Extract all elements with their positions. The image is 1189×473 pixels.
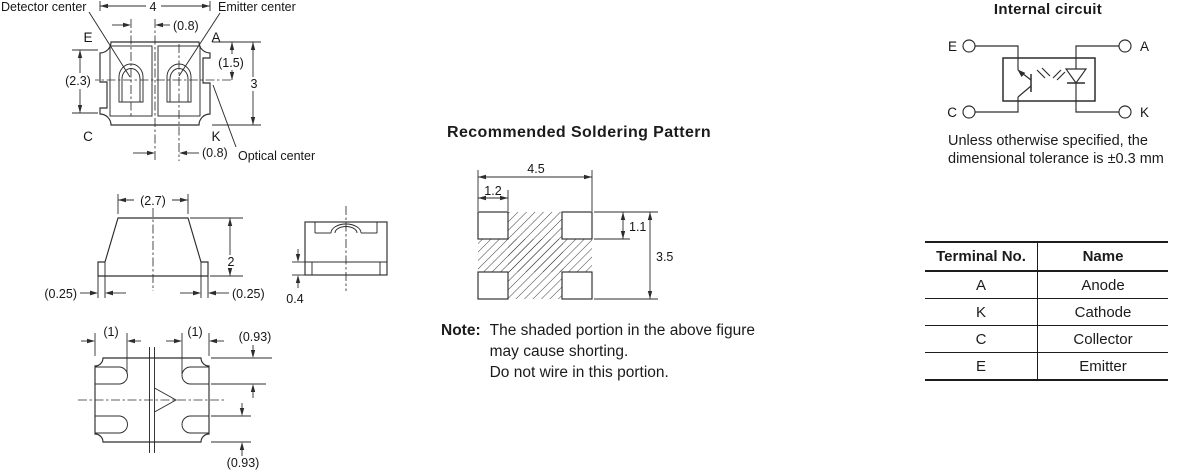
terminal-name-cell: Anode xyxy=(1038,271,1169,299)
terminal-no-cell: E xyxy=(925,353,1038,381)
terminal-pin-e xyxy=(963,40,975,52)
dim-pad-height xyxy=(594,212,658,239)
shorting-hatch-horizontal xyxy=(478,239,592,272)
optocoupler-body xyxy=(1003,58,1095,101)
dim-lead-width-right-text: (0.25) xyxy=(232,287,265,301)
tolerance-line: Unless otherwise specified, the xyxy=(948,133,1148,149)
internal-circuit-title: Internal circuit xyxy=(993,1,1103,18)
dim-pad-width xyxy=(478,184,508,211)
dim-pad-top xyxy=(211,330,272,398)
dim-lead-thickness-text: 0.4 xyxy=(286,292,304,306)
dim-emitter-offset-text: (0.8) xyxy=(202,146,228,160)
note-lines xyxy=(490,320,755,383)
terminal-table xyxy=(925,241,1168,381)
terminal-no-cell: C xyxy=(925,326,1038,353)
package-top-view xyxy=(1,0,315,163)
dim-pad-bottom-text: (0.93) xyxy=(226,456,260,470)
circuit-terminal-e: E xyxy=(947,39,957,54)
table-row xyxy=(925,271,1168,299)
note-line: The shaded portion in the above figure xyxy=(489,322,756,339)
dim-width-text: 4 xyxy=(149,0,157,14)
dim-width-4 xyxy=(100,0,210,14)
dim-pad-width-text: 1.2 xyxy=(484,184,502,198)
package-side-view xyxy=(286,206,387,306)
dim-detector-offset-text: (0.8) xyxy=(173,19,199,33)
dim-pad-top-text: (0.93) xyxy=(238,330,272,344)
solder-pad-top-left xyxy=(478,212,508,239)
dim-emitter-offset xyxy=(133,146,228,160)
dim-body-height-text: 2 xyxy=(227,255,235,269)
dim-lead-length-right-text: (1) xyxy=(187,325,203,339)
dim-overall-height-text: 3 xyxy=(250,77,258,91)
dim-overall-width-text: 4.5 xyxy=(527,162,545,176)
detector-center-leader-line xyxy=(89,12,130,77)
terminal-label-e: E xyxy=(83,30,93,45)
detector-center-label: Detector center xyxy=(1,0,87,14)
dim-body-height xyxy=(190,218,243,276)
dim-pattern-height-text: 3.5 xyxy=(656,250,674,264)
note-line: Do not wire in this portion. xyxy=(489,364,669,381)
solder-pad-top-right xyxy=(562,212,592,239)
circuit-terminal-k: K xyxy=(1140,105,1150,120)
soldering-pattern-drawing xyxy=(478,162,673,299)
terminal-label-k: K xyxy=(211,129,221,144)
led-symbol xyxy=(1066,46,1119,112)
optical-center-label: Optical center xyxy=(238,149,316,163)
table-row xyxy=(925,299,1168,326)
circuit-terminal-a: A xyxy=(1140,39,1150,54)
terminal-name-cell: Cathode xyxy=(1038,299,1169,326)
note-line: may cause shorting. xyxy=(489,343,629,360)
tolerance-note xyxy=(948,133,1164,168)
light-arrows xyxy=(1037,68,1065,80)
terminal-pin-k xyxy=(1119,106,1131,118)
dim-lead-thickness xyxy=(286,249,305,306)
package-bottom-view xyxy=(78,325,272,470)
dim-detector-height xyxy=(62,50,98,113)
internal-circuit-drawing xyxy=(947,39,1149,120)
dim-lead-width-left-text: (0.25) xyxy=(44,287,77,301)
dim-top-width-text: (2.7) xyxy=(140,194,166,208)
solder-pad-bottom-right xyxy=(562,272,592,299)
emitter-center-label: Emitter center xyxy=(218,0,296,14)
soldering-pattern-title: Recommended Soldering Pattern xyxy=(447,124,712,141)
soldering-note xyxy=(441,320,755,383)
dim-detector-height-text: (2.3) xyxy=(65,74,91,88)
table-row xyxy=(925,353,1168,381)
circuit-terminal-c: C xyxy=(947,105,957,120)
dim-pad-bottom xyxy=(211,403,259,470)
terminal-name-cell: Collector xyxy=(1038,326,1169,353)
terminal-name-cell: Emitter xyxy=(1038,353,1169,381)
terminal-label-a: A xyxy=(211,30,221,45)
dim-lead-width-left xyxy=(44,287,126,301)
note-label: Note: xyxy=(441,322,481,339)
table-row xyxy=(925,326,1168,353)
name-header: Name xyxy=(1038,242,1169,271)
terminal-no-header: Terminal No. xyxy=(925,242,1038,271)
dim-pad-height-text: 1.1 xyxy=(629,220,647,234)
terminal-no-cell: K xyxy=(925,299,1038,326)
solder-pad-bottom-left xyxy=(478,272,508,299)
terminal-no-cell: A xyxy=(925,271,1038,299)
tolerance-line: dimensional tolerance is ±0.3 mm xyxy=(948,150,1164,167)
terminal-label-c: C xyxy=(83,129,93,144)
dim-emitter-height-text: (1.5) xyxy=(218,56,244,70)
dim-lead-width-right xyxy=(180,287,265,301)
terminal-pin-a xyxy=(1119,40,1131,52)
terminal-pin-c xyxy=(963,106,975,118)
package-front-view xyxy=(44,193,264,301)
dim-lead-length-left-text: (1) xyxy=(103,325,119,339)
table-header-row xyxy=(925,242,1168,271)
